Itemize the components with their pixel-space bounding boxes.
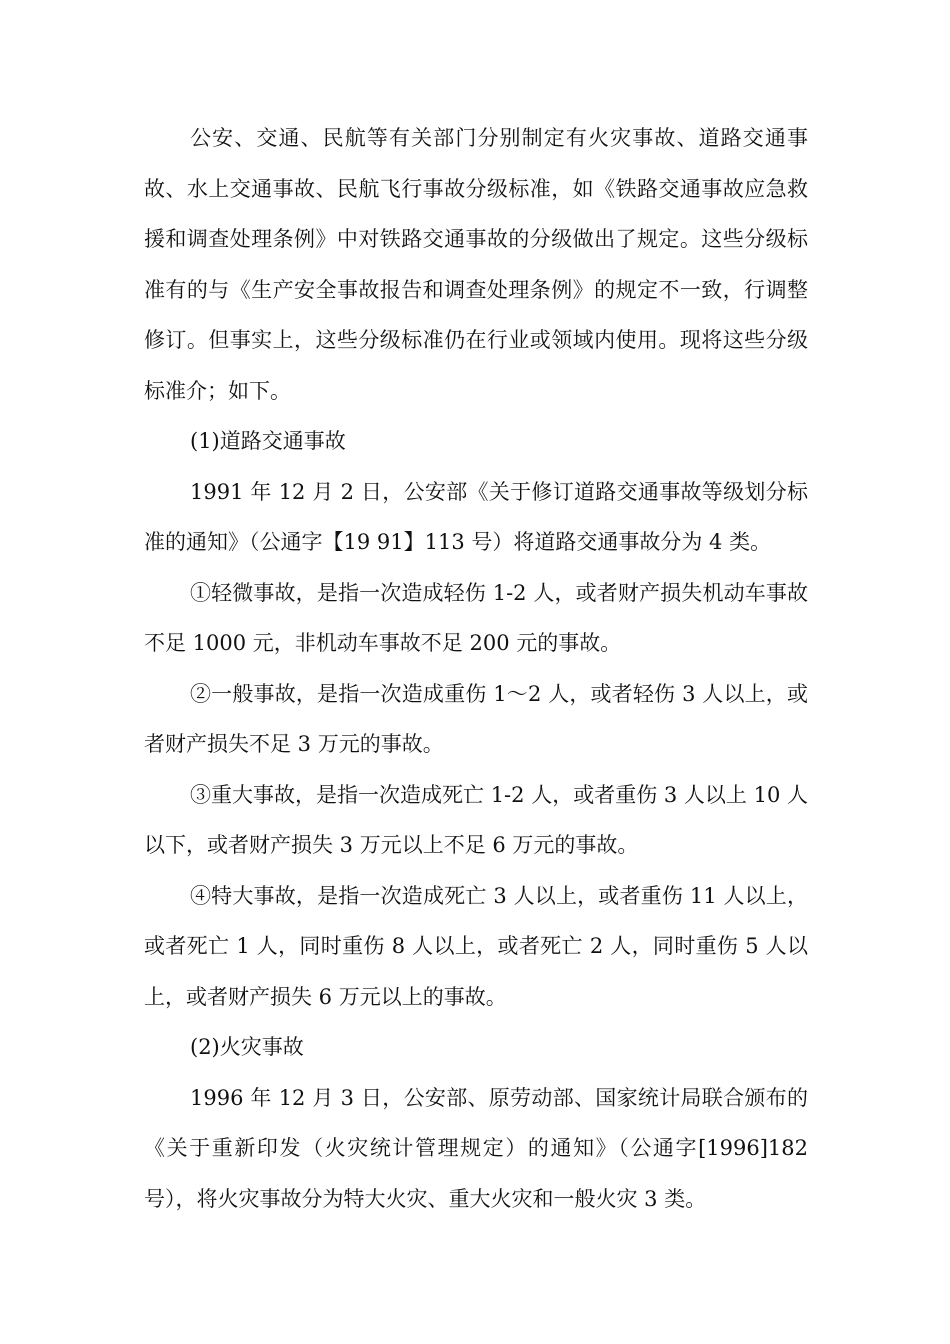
paragraph-serious-accident: ④特大事故，是指一次造成死亡 3 人以上，或者重伤 11 人以上，或者死亡 1 人，同时重伤 8 人以上，或者死亡 2 人，同时重伤 5 人以上，或者财产损失 6 万元以上的事故。 [144,883,808,1009]
section-heading-road-traffic: (1)道路交通事故 [190,429,346,453]
document-body [144,113,808,1224]
paragraph-major-accident: ③重大事故，是指一次造成死亡 1-2 人，或者重伤 3 人以上 10 人以下，或者财产损失 3 万元以上不足 6 万元的事故。 [144,782,808,857]
paragraph-fire-1996: 1996 年 12 月 3 日，公安部、原劳动部、国家统计局联合颁布的《关于重新印发（火灾统计管理规定）的通知》（公通字[1996]182 号），将火灾事故分为特大火灾、重大火灾和一般火灾 3 类。 [144,1085,808,1211]
section-heading-fire: (2)火灾事故 [190,1035,304,1059]
paragraph-minor-accident: ①轻微事故，是指一次造成轻伤 1-2 人，或者财产损失机动车事故不足 1000 元，非机动车事故不足 200 元的事故。 [144,580,808,655]
paragraph-road-traffic-1991: 1991 年 12 月 2 日，公安部《关于修订道路交通事故等级划分标准的通知》（公通字【19 91】113 号）将道路交通事故分为 4 类。 [144,479,808,554]
paragraph-intro: 公安、交通、民航等有关部门分别制定有火灾事故、道路交通事故、水上交通事故、民航飞行事故分级标准，如《铁路交通事故应急救援和调查处理条例》中对铁路交通事故的分级做出了规定。这些分级标准有的与《生产安全事故报告和调查处理条例》的规定不一致，行调整修订。但事实上，这些分级标准仍在行业或领域内使用。现将这些分级标准介；如下。 [144,126,808,403]
paragraph-general-accident: ②一般事故，是指一次造成重伤 1～2 人，或者轻伤 3 人以上，或者财产损失不足 3 万元的事故。 [144,681,808,756]
